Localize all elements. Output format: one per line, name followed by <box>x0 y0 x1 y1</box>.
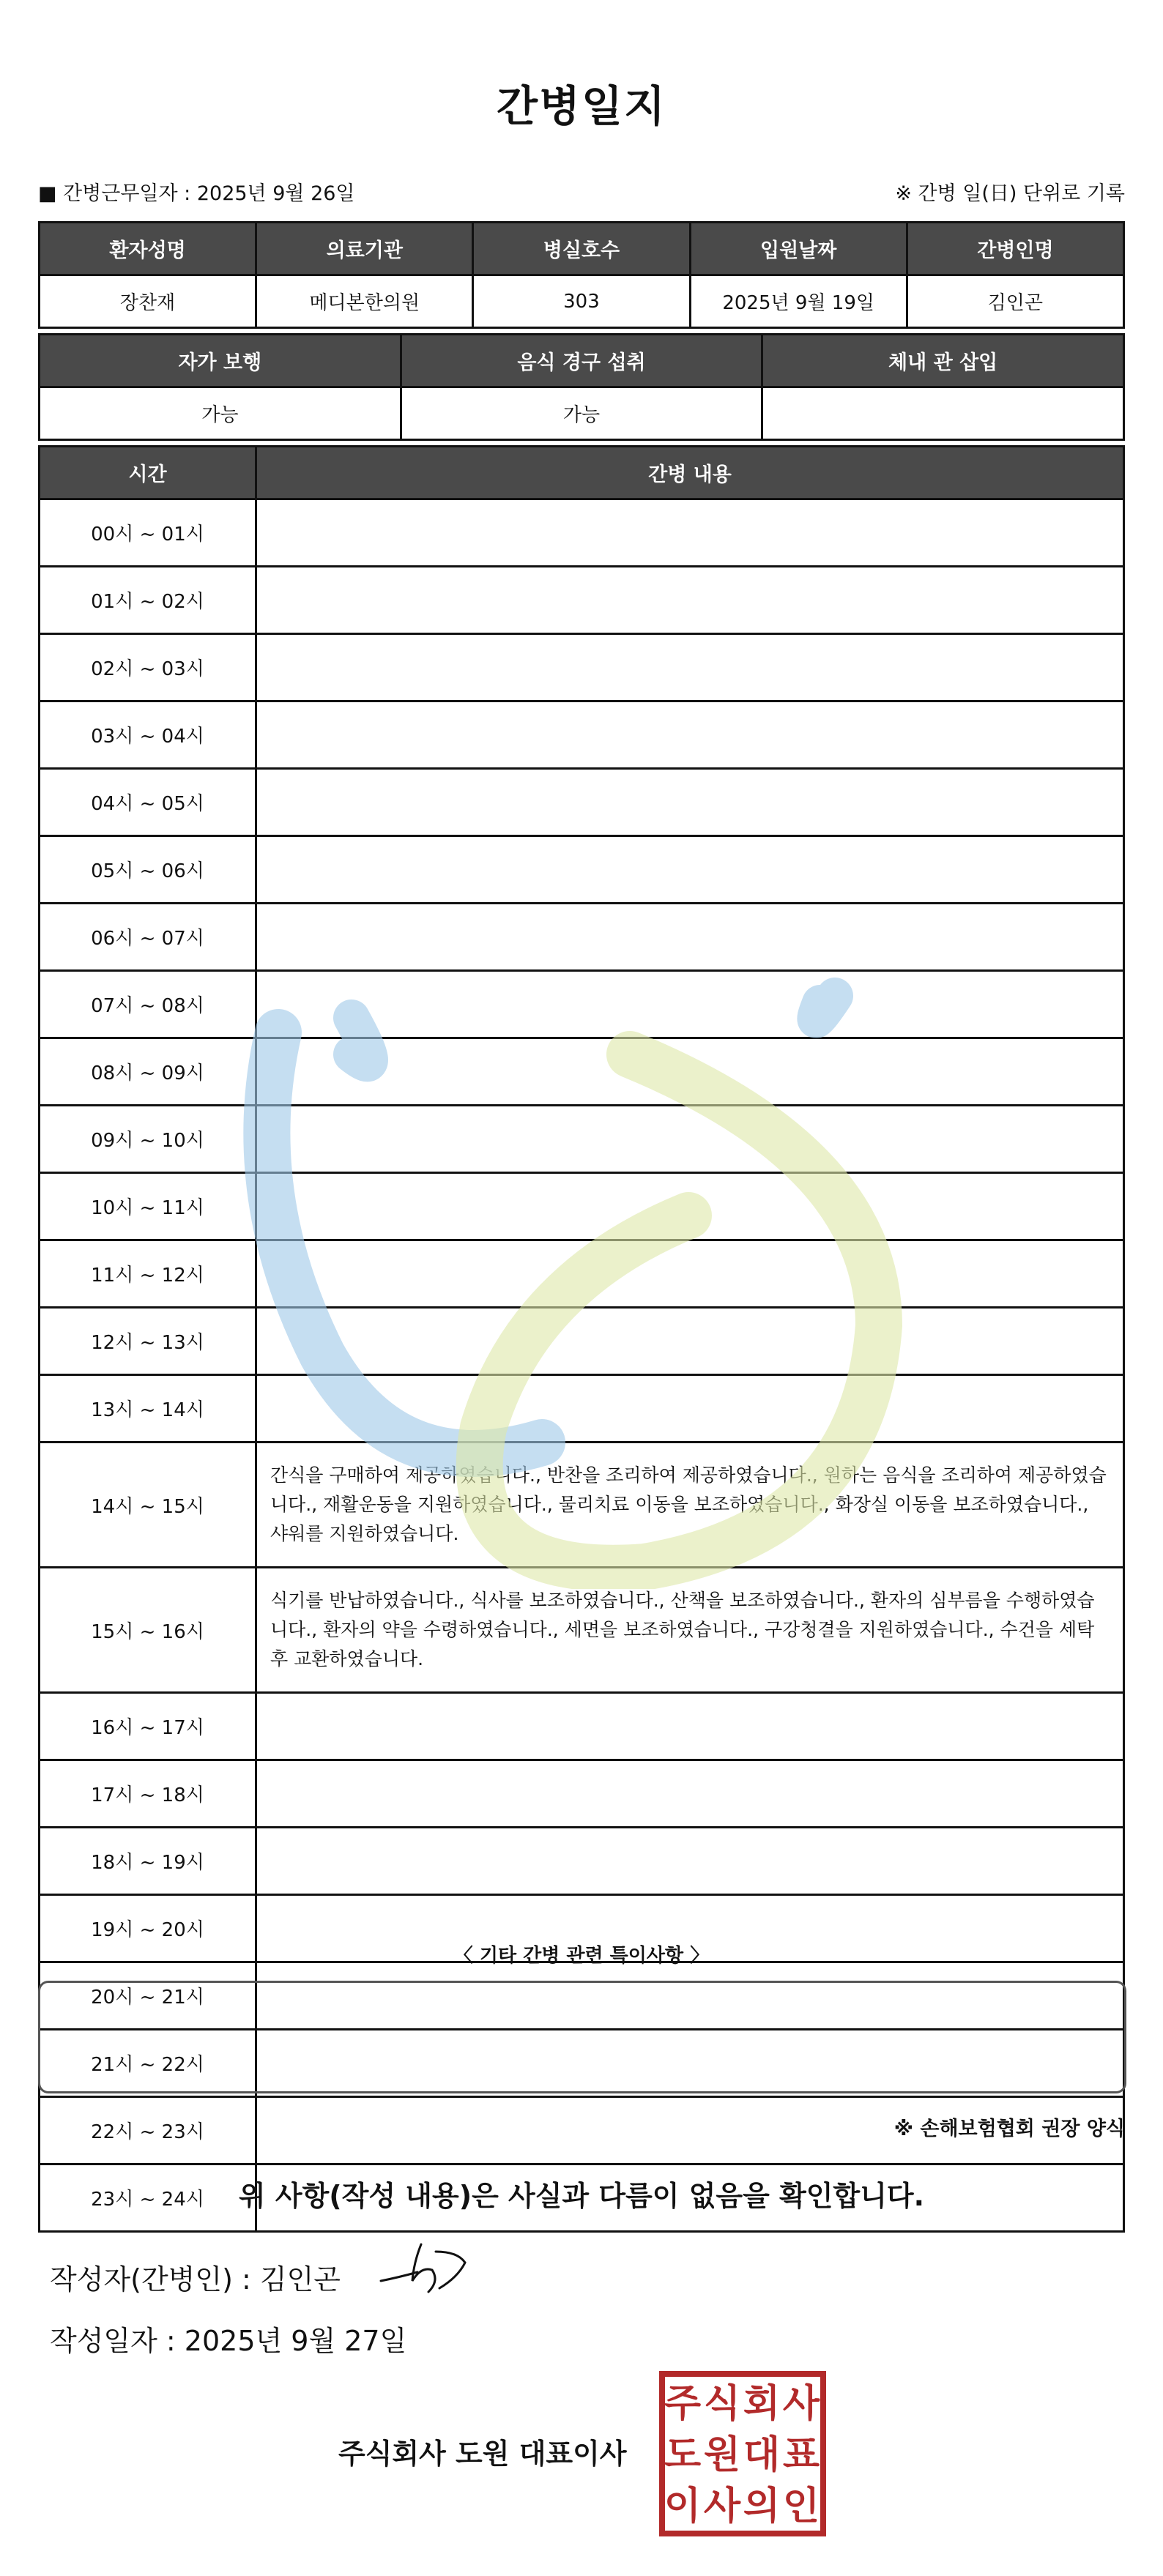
special-notes-title: 〈 기타 간병 관련 특이사항 〉 <box>453 1945 710 1967</box>
ability-table <box>38 333 1125 441</box>
log-content <box>256 1760 1124 1828</box>
log-time: 15시 ~ 16시 <box>40 1568 256 1693</box>
signature-image <box>377 2237 472 2296</box>
log-time: 11시 ~ 12시 <box>40 1240 256 1308</box>
written-date: 작성일자 : 2025년 9월 27일 <box>50 2325 407 2357</box>
patient-info-table <box>38 221 1125 329</box>
log-content <box>256 1308 1124 1375</box>
seal-char: 표 <box>782 2433 820 2477</box>
header-admission-date: 입원날짜 <box>690 223 907 275</box>
header-room: 병실호수 <box>473 223 690 275</box>
header-time: 시간 <box>40 447 256 499</box>
seal-char: 대 <box>743 2433 781 2477</box>
log-content <box>256 1106 1124 1173</box>
log-time: 08시 ~ 09시 <box>40 1038 256 1106</box>
recommend-note: ※ 손해보험협회 권장 양식 <box>893 2118 1125 2140</box>
seal-char: 주 <box>664 2382 702 2426</box>
walking-value: 가능 <box>40 387 401 440</box>
header-oral-intake: 음식 경구 섭취 <box>401 335 762 387</box>
log-content <box>256 567 1124 634</box>
log-time: 14시 ~ 15시 <box>40 1443 256 1568</box>
confirmation-statement: 위 사항(작성 내용)은 사실과 다름이 없음을 확인합니다. <box>238 2180 925 2212</box>
header-tube: 체내 관 삽입 <box>762 335 1124 387</box>
log-row <box>40 1568 1124 1693</box>
header-patient-name: 환자성명 <box>40 223 256 275</box>
log-row <box>40 1308 1124 1375</box>
log-row <box>40 971 1124 1038</box>
patient-name: 장찬재 <box>40 275 256 328</box>
log-row <box>40 634 1124 701</box>
log-row <box>40 769 1124 836</box>
log-content <box>256 836 1124 904</box>
record-note: ※ 간병 일(日) 단위로 기록 <box>895 182 1125 205</box>
seal-char: 인 <box>782 2484 820 2528</box>
log-time: 17시 ~ 18시 <box>40 1760 256 1828</box>
log-time: 04시 ~ 05시 <box>40 769 256 836</box>
room-number: 303 <box>473 275 690 328</box>
company-seal <box>659 2371 826 2536</box>
log-row <box>40 1693 1124 1760</box>
log-time: 19시 ~ 20시 <box>40 1895 256 1962</box>
log-time: 23시 ~ 24시 <box>40 2164 256 2232</box>
log-time: 18시 ~ 19시 <box>40 1828 256 1895</box>
log-time: 02시 ~ 03시 <box>40 634 256 701</box>
log-time: 01시 ~ 02시 <box>40 567 256 634</box>
log-content <box>256 1828 1124 1895</box>
log-time: 05시 ~ 06시 <box>40 836 256 904</box>
header-walking: 자가 보행 <box>40 335 401 387</box>
log-row <box>40 1375 1124 1443</box>
log-content <box>256 1693 1124 1760</box>
tube-value <box>762 387 1124 440</box>
log-time: 12시 ~ 13시 <box>40 1308 256 1375</box>
log-content: 간식을 구매하여 제공하였습니다., 반찬을 조리하여 제공하였습니다., 원하는 음식을 조리하여 제공하였습니다., 재활운동을 지원하였습니다., 물리치료 이동을 보조하였습니다., 화장실 이동을 보조하였습니다., 샤워를 지원하였습니다. <box>256 1443 1124 1568</box>
log-time: 21시 ~ 22시 <box>40 2030 256 2097</box>
log-content <box>256 499 1124 567</box>
log-row <box>40 1828 1124 1895</box>
log-content <box>256 1038 1124 1106</box>
log-row <box>40 836 1124 904</box>
log-time: 13시 ~ 14시 <box>40 1375 256 1443</box>
seal-char: 의 <box>743 2484 781 2528</box>
log-time: 10시 ~ 11시 <box>40 1173 256 1240</box>
log-row <box>40 1106 1124 1173</box>
log-content <box>256 1240 1124 1308</box>
log-content: 식기를 반납하였습니다., 식사를 보조하였습니다., 산책을 보조하였습니다., 환자의 심부름을 수행하였습니다., 환자의 약을 수령하였습니다., 세면을 보조하였습니다., 구강청결을 지원하였습니다., 수건을 세탁 후 교환하였습니다. <box>256 1568 1124 1693</box>
log-row <box>40 567 1124 634</box>
company-name: 주식회사 도원 대표이사 <box>338 2438 627 2470</box>
log-content <box>256 701 1124 769</box>
seal-char: 원 <box>703 2433 741 2477</box>
caregiver-name: 김인곤 <box>907 275 1123 328</box>
log-row <box>40 1443 1124 1568</box>
log-content <box>256 1375 1124 1443</box>
log-time: 00시 ~ 01시 <box>40 499 256 567</box>
log-time: 22시 ~ 23시 <box>40 2097 256 2164</box>
header-care-content: 간병 내용 <box>256 447 1124 499</box>
log-row <box>40 1760 1124 1828</box>
log-content <box>256 634 1124 701</box>
log-time: 09시 ~ 10시 <box>40 1106 256 1173</box>
seal-char: 회 <box>743 2382 781 2426</box>
oral-intake-value: 가능 <box>401 387 762 440</box>
log-time: 16시 ~ 17시 <box>40 1693 256 1760</box>
log-row <box>40 701 1124 769</box>
header-caregiver-name: 간병인명 <box>907 223 1123 275</box>
log-row <box>40 1173 1124 1240</box>
seal-char: 이 <box>664 2484 702 2528</box>
author-line: 작성자(간병인) : 김인곤 <box>50 2263 341 2296</box>
seal-char: 식 <box>703 2382 741 2426</box>
log-row <box>40 904 1124 971</box>
log-time: 06시 ~ 07시 <box>40 904 256 971</box>
admission-date: 2025년 9월 19일 <box>690 275 907 328</box>
log-row <box>40 499 1124 567</box>
log-content <box>256 904 1124 971</box>
seal-char: 사 <box>782 2382 820 2426</box>
log-time: 07시 ~ 08시 <box>40 971 256 1038</box>
log-row <box>40 1038 1124 1106</box>
log-time: 20시 ~ 21시 <box>40 1962 256 2030</box>
log-content <box>256 769 1124 836</box>
header-hospital: 의료기관 <box>256 223 473 275</box>
seal-char: 사 <box>703 2484 741 2528</box>
document-title: 간병일지 <box>496 81 667 131</box>
log-content <box>256 971 1124 1038</box>
special-notes-box <box>38 1981 1126 2093</box>
work-date: ■ 간병근무일자 : 2025년 9월 26일 <box>38 182 355 205</box>
log-row <box>40 1240 1124 1308</box>
log-content <box>256 1173 1124 1240</box>
hospital: 메디본한의원 <box>256 275 473 328</box>
log-time: 03시 ~ 04시 <box>40 701 256 769</box>
seal-char: 도 <box>664 2433 702 2477</box>
